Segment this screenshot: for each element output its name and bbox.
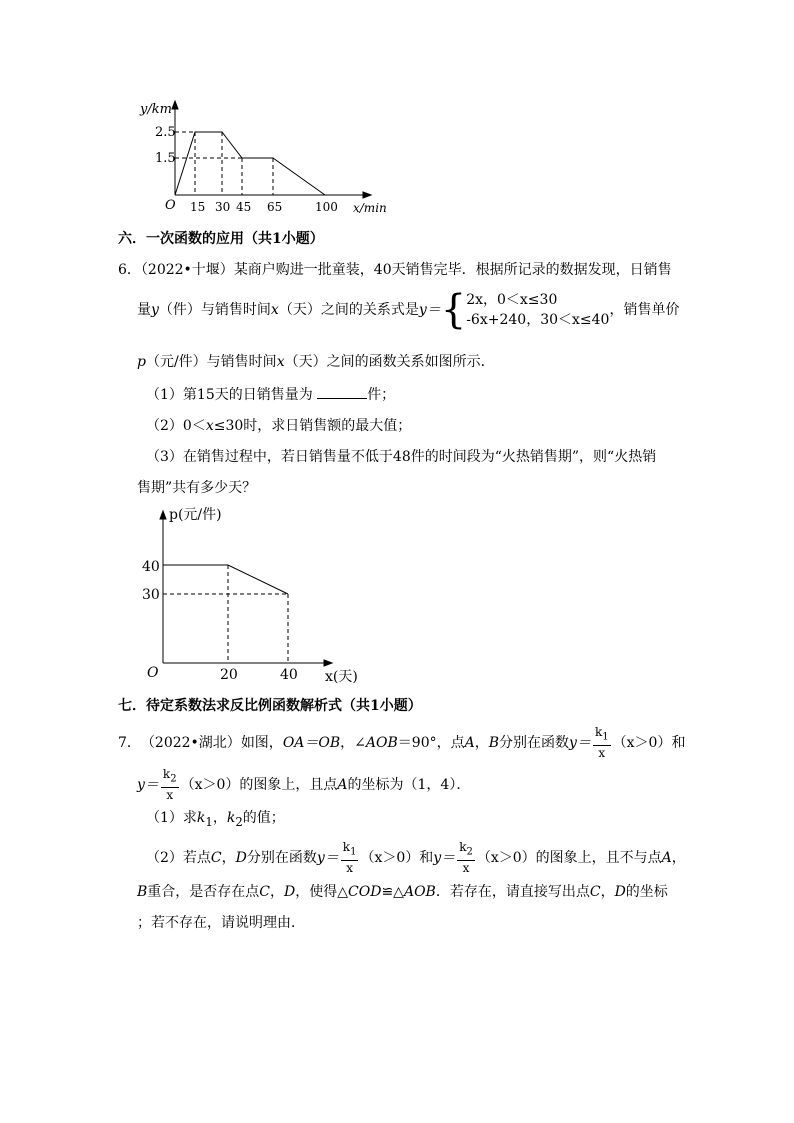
y-axis-label: y/km	[140, 102, 172, 117]
origin-label: O	[147, 665, 159, 681]
x-tick: 40	[280, 667, 298, 683]
x-tick: 65	[267, 200, 283, 214]
y-tick: 2.5	[155, 125, 176, 140]
x-tick: 45	[236, 200, 252, 214]
question-6-line3: p（元/件）与销售时间x（天）之间的函数关系如图所示．	[137, 354, 495, 370]
graph-line	[175, 132, 325, 195]
x-tick: 20	[220, 667, 238, 683]
question-6-line2: 量 y （件）与销售时间 x （天）之间的关系式是 y＝ { 2x，0＜x≤30 -6x+240，30＜x≤40 ，销售单价	[137, 287, 680, 333]
question-7-line2: y＝ $\frac{k_2}{x}$ （x＞0） 的图象上，且点 A 的坐标为（1，4）．	[137, 767, 471, 802]
origin-label: O	[165, 198, 176, 213]
x-axis-label: x/min	[353, 201, 387, 215]
question-number: 6．	[118, 262, 141, 278]
question-6-line1: 6．（2022•十堰）某商户购进一批童装，40天销售完毕．根据所记录的数据发现，日销售	[118, 262, 672, 278]
y-axis-label: p(元/件)	[169, 507, 222, 523]
question-7-line1: 7． （2022•湖北） 如图， OA＝OB ，∠ AOB ＝90°，点 A ， B 分别在函数 y＝ $\frac{k_1}{x}$ （x＞0） 和	[118, 725, 686, 760]
fraction-k2-x: $\frac{k_2}{x}$	[459, 840, 473, 875]
graph-line	[163, 565, 288, 594]
y-tick: 40	[142, 559, 160, 575]
sub-question-2-cont: B重合，是否存在点C，D，使得△COD≌△AOB．若存在，请直接写出点C，D的坐标	[137, 884, 668, 900]
sub-question-1: （1）求$k_1$，$k_2$的值；	[146, 810, 285, 829]
answer-blank	[317, 386, 367, 399]
price-time-graph	[135, 505, 375, 690]
x-tick: 100	[315, 200, 338, 214]
fraction-k1-x: $\frac{k_1}{x}$	[594, 725, 609, 760]
y-tick: 30	[142, 587, 160, 603]
fraction-k2-x: $\frac{k_2}{x}$	[162, 767, 177, 802]
section-heading: 六．一次函数的应用（共1小题）	[118, 231, 324, 247]
x-axis-label: x(天)	[325, 669, 358, 685]
brace: {	[440, 287, 467, 333]
y-tick: 1.5	[155, 151, 176, 166]
sub-question-1: （1）第15天的日销售量为 件；	[146, 387, 396, 403]
fraction-k1-x: $\frac{k_1}{x}$	[342, 840, 357, 875]
question-source: （2022•十堰）	[140, 262, 234, 278]
distance-time-graph	[135, 95, 405, 220]
x-tick: 15	[190, 200, 206, 214]
sub-question-3: （3）在销售过程中，若日销售量不低于48件的时间段为“火热销售期”，则“火热销	[146, 449, 657, 465]
x-tick: 30	[215, 200, 231, 214]
sub-question-2-end: ；若不存在，请说明理由．	[137, 915, 305, 931]
section-heading: 七．待定系数法求反比例函数解析式（共1小题）	[118, 698, 422, 714]
sub-question-3-cont: 售期”共有多少天？	[137, 480, 257, 496]
piecewise-cases: 2x，0＜x≤30 -6x+240，30＜x≤40	[466, 292, 610, 328]
sub-question-2: （2）0＜x≤30时，求日销售额的最大值；	[146, 418, 412, 434]
sub-question-2: （2）若点 C ， D 分别在函数 y＝ $\frac{k_1}{x}$ （x＞0） 和 y＝ $\frac{k_2}{x}$ （x＞0） 的图象上，且不与点 A ，	[146, 840, 686, 875]
